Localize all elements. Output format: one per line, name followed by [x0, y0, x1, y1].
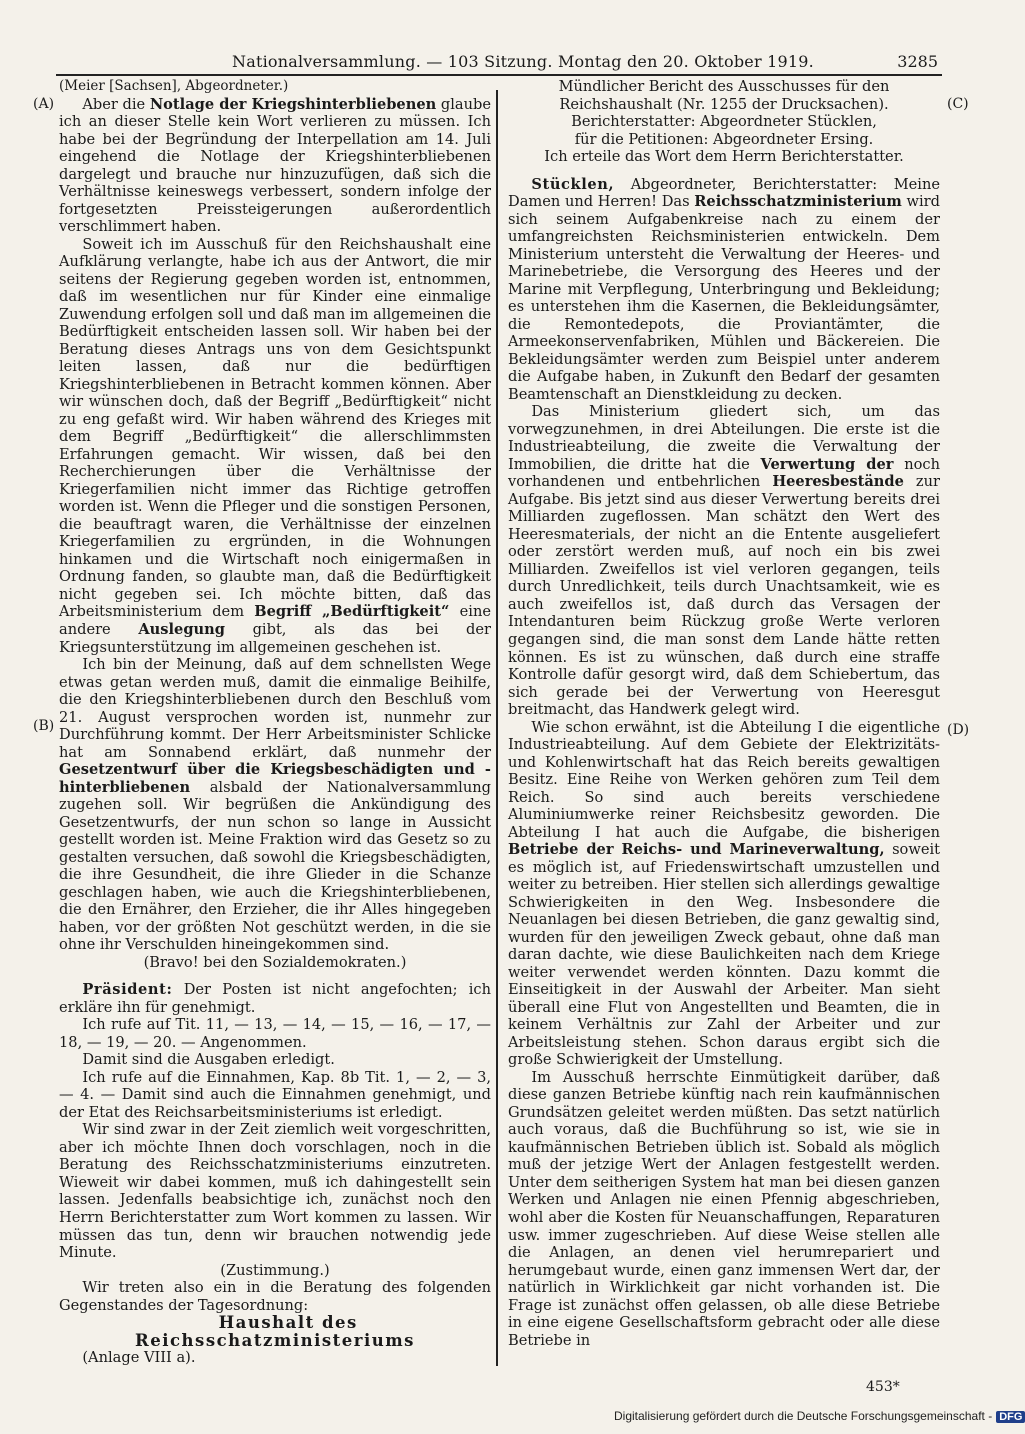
paragraph — [59, 656, 491, 954]
text: Wie schon erwähnt, ist die Abteilung I die eigentliche Industrieabteilung. Auf dem Gebiete der Elektrizitäts- und Kohlenwirtschaft hat das Reich bereits gewaltigen Besitz. Eine Reihe von Werken gehören zum Teil dem Reich. So sind auch bereits verschiedene Aluminiumwerke reiner Reichsbesitz geworden. Die Abteilung I hat auch die Aufgabe, die bisherigen — [508, 718, 940, 841]
bold-term: Heeresbestände — [772, 473, 904, 491]
president-remark: Ich erteile das Wort dem Herrn Berichterstatter. — [544, 148, 904, 166]
bold-term: Gesetzentwurf über die Kriegsbeschädigten und -hinterbliebenen — [59, 761, 491, 796]
paragraph: (Anlage VIII a). — [82, 1349, 196, 1367]
footer-text: Digitalisierung gefördert durch die Deutsche Forschungsgemeinschaft - — [614, 1409, 993, 1423]
text: noch vorhandenen und entbehrlichen — [508, 455, 940, 491]
header-rule — [56, 74, 942, 76]
paragraph — [508, 176, 940, 404]
text: soweit es möglich ist, auf Friedenswirtschaft umzustellen und weiter zu betreiben. Hier stellen sich allerdings gewaltige Schwierigkeiten in den Weg. Insbesondere die Neuanlagen bei diesen Betrieben, die ganz gewaltig sind, wurden für den jeweiligen Zweck gebaut, ohne daß man daran dachte, wie diese Baulichkeiten nach dem Kriege weiter verwendet werden könnten. Dazu kommt die Einseitigkeit in der Auswahl der Arbeiter. Man sieht überall eine Flut von Angestellten und Beamten, die in keinem Verhältnis zur Zahl der Arbeiter und zur Arbeitsleistung stehen. Schon daraus ergibt sich die große Schwierigkeit der Umstellung. — [508, 841, 940, 1069]
paragraph: Damit sind die Ausgaben erledigt. — [82, 1051, 335, 1069]
paragraph — [508, 719, 940, 1069]
paragraph — [59, 236, 491, 656]
paragraph: Ich rufe auf die Einnahmen, Kap. 8b Tit. 1, — 2, — 3, — 4. — Damit sind auch die Einnahmen genehmigt, und der Etat des Reichsarbeitsministeriums ist erledigt. — [59, 1068, 491, 1121]
bold-term: Reichsschatzministerium — [694, 193, 902, 211]
text: zur Aufgabe. Bis jetzt sind aus dieser Verwertung bereits drei Milliarden zugeflossen. Man schätzt den Wert des Heeresmaterials, der nicht an die Entente ausgeliefert oder zerstört werden muß, auf noch ein bis zwei Milliarden. Zweifellos ist viel verloren gegangen, teils durch Unredlichkeit, teils durch Unachtsamkeit, wie es auch zweifellos ist, daß durch das Versagen der Intendanturen beim Rückzug große Werte verloren gegangen sind, die man sonst dem Lande hätte retten können. Es ist zu wünschen, daß durch eine straffe Kontrolle dafür gesorgt wird, daß dem Schiebertum, das sich gerade bei der Verwertung von Heeresgut breitmacht, das Handwerk gelegt wird. — [508, 473, 940, 719]
bold-term: Betriebe der Reichs- und Marineverwaltung, — [508, 841, 885, 859]
page-header — [232, 52, 938, 74]
rapporteur: Berichterstatter: Abgeordneter Stücklen, — [571, 113, 877, 131]
text: eine andere — [59, 603, 491, 638]
interjection: (Zustimmung.) — [220, 1261, 330, 1279]
text: gibt, als das bei der Kriegsunterstützung im allgemeinen geschehen ist. — [59, 620, 491, 656]
paragraph: Wir sind zwar in der Zeit ziemlich weit vorgeschritten, aber ich möchte Ihnen doch vorschlagen, noch in die Beratung des Reichsschatzministeriums einzutreten. Wieweit wir dabei kommen, muß ich dahingestellt sein lassen. Jedenfalls beabsichtige ich, zunächst noch den Herrn Berichterstatter zum Wort kommen zu lassen. Wir müssen das tun, denn wir brauchen notwendig jede Minute. — [59, 1121, 491, 1262]
text: Aber die — [82, 95, 150, 113]
speaker-name: Stücklen, — [531, 175, 615, 193]
paragraph: Im Ausschuß herrschte Einmütigkeit darüber, daß diese ganzen Betriebe künftig nach rein kaufmännischen Grundsätzen geleitet werden müßten. Das setzt natürlich auch voraus, daß die Buchführung so ist, wie sie in kaufmännischen Betrieben üblich ist. Sobald als möglich muß der jetzige Wert der Anlagen festgestellt werden. Unter dem seitherigen System hat man bei diesen ganzen Werken und Anlagen nie einen Pfennig abgeschrieben, wohl aber die Kosten für Neuanschaffungen, Reparaturen usw. immer zugeschrieben. Auf diese Weise stellen alle die Anlagen, an denen viel herumrepariert und herumgebaut wurde, einen ganz immensen Wert dar, der natürlich in Wirklichkeit gar nicht vorhanden ist. Die Frage ist zunächst offen gelassen, ob alle diese Betriebe in eine eigene Gesellschaftsform gebracht oder alle diese Betriebe in — [508, 1068, 940, 1349]
agenda-title: Haushalt des Reichsschatzministeriums — [135, 1313, 415, 1350]
bold-term: Notlage der Kriegshinterbliebenen — [149, 95, 437, 113]
right-column — [508, 78, 940, 1349]
page-number: 3285 — [897, 52, 938, 71]
speaker-continuation: (Meier [Sachsen], Abgeordneter.) — [59, 78, 289, 94]
text: Der Posten ist nicht angefochten; ich erkläre ihn für genehmigt. — [59, 981, 491, 1016]
bold-term: Verwertung der — [760, 455, 894, 473]
bold-term: Begriff „Bedürftigkeit“ — [254, 603, 450, 621]
text: Das Ministerium gliedert sich, um das vorwegzunehmen, in drei Abteilungen. Die erste ist die Industrieabteilung, die zweite die Verwaltung der Immobilien, die dritte hat die — [508, 403, 940, 473]
text: alsbald der Nationalversammlung zugehen soll. Wir begrüßen die Ankündigung des Gesetzentwurfs, der nun schon so lange in Aussicht gestellt worden ist. Meine Fraktion wird das Gesetz so zu gestalten versuchen, daß sowohl die Kriegsbeschädigten, die ihre Gesundheit, die ihre Glieder in die Schanze geschlagen haben, wie auch die Kriegshinterbliebenen, die den Ernährer, den Erzieher, die ihr Alles hingegeben haben, vor der größten Not geschützt werden, in die sie ohne ihr Verschulden hineingekommen sind. — [59, 778, 491, 954]
column-divider — [496, 90, 498, 1366]
dfg-logo: DFG — [996, 1411, 1025, 1423]
text: Abgeordneter, Berichterstatter: Meine Damen und Herren! Das — [508, 175, 940, 211]
text: wird sich seinem Aufgabenkreise nach zu einem der umfangreichsten Reichsministerien entwickeln. Dem Ministerium untersteht die Verwaltung der Heeres- und Marinebetriebe, die Versorgung des Heeres und der Marine mit Verpflegung, Unterbringung und Bekleidung; es unterstehen ihm die Kasernen, die Bekleidungsämter, die Remontedepots, die Proviantämter, die Armeekonservenfabriken, Mühlen und Bäckereien. Die Bekleidungsämter werden zum Beispiel unter anderem die Aufgabe haben, in Zukunft den Bedarf der gesamten Beamtenschaft an Dienstkleidung zu decken. — [508, 193, 940, 403]
report-title: Mündlicher Bericht des Ausschusses für den Reichshaushalt (Nr. 1255 der Drucksachen). — [558, 78, 890, 113]
rapporteur-petitions: für die Petitionen: Abgeordneter Ersing. — [574, 130, 874, 148]
paragraph — [59, 981, 491, 1016]
margin-marker-c: (C) — [947, 96, 969, 112]
margin-marker-d: (D) — [947, 722, 970, 738]
margin-marker-a: (A) — [33, 96, 55, 112]
speaker-name: Präsident: — [82, 981, 173, 999]
paragraph: Ich rufe auf Tit. 11, — 13, — 14, — 15, — 16, — 17, — 18, — 19, — 20. — Angenommen. — [59, 1016, 491, 1051]
left-column — [59, 78, 491, 1367]
running-title: Nationalversammlung. — 103 Sitzung. Montag den 20. Oktober 1919. — [232, 52, 814, 71]
paragraph: Wir treten also ein in die Beratung des folgenden Gegenstandes der Tagesordnung: — [59, 1279, 491, 1314]
text: Soweit ich im Ausschuß für den Reichshaushalt eine Aufklärung verlangte, habe ich aus der Antwort, die mir seitens der Regierung gegeben worden ist, entnommen, daß im wesentlichen nur für Kinder eine einmalige Zuwendung erfolgen soll und daß man im allgemeinen die Bedürftigkeit entscheiden lassen soll. Wir haben bei der Beratung dieses Antrags uns von dem Gesichtspunkt leiten lassen, daß nur die bedürftigen Kriegshinterbliebenen in Betracht kommen können. Aber wir wünschen doch, daß der Begriff „Bedürftigkeit“ nicht zu eng gefaßt wird. Wir haben während des Krieges mit dem Begriff „Bedürftigkeit“ die allerschlimmsten Erfahrungen gemacht. Wir wissen, daß bei den Recherchierungen über die Verhältnisse der Kriegerfamilien nicht immer das Richtige getroffen worden ist. Wenn die Pfleger und die sonstigen Personen, die beauftragt waren, die Verhältnisse der einzelnen Kriegerfamilien zu ergründen, in die Wohnungen hinkamen und die Wirtschaft noch einigermaßen in Ordnung fanden, so glaubte man, daß die Bedürftigkeit nicht gegeben sei. Ich möchte bitten, daß das Arbeitsministerium dem — [59, 235, 491, 621]
signature-mark: 453* — [866, 1379, 900, 1395]
margin-marker-b: (B) — [33, 718, 55, 734]
bold-term: Auslegung — [138, 620, 225, 638]
paragraph — [59, 96, 491, 236]
paragraph — [508, 403, 940, 718]
text: Ich bin der Meinung, daß auf dem schnellsten Wege etwas getan werden muß, damit die einmalige Beihilfe, die den Kriegshinterbliebenen durch den Beschluß vom 21. August versprochen worden ist, nunmehr zur Durchführung kommt. Der Herr Arbeitsminister Schlicke hat am Sonnabend erklärt, daß nunmehr der — [59, 656, 491, 761]
text: glaube ich an dieser Stelle kein Wort verlieren zu müssen. Ich habe bei der Begründung der Interpellation am 14. Juli eingehend die Notlage der Kriegshinterbliebenen dargelegt und brauche nur hinzuzufügen, daß sich die Verhältnisse keineswegs verbessert, sondern infolge der fortgesetzten Preissteigerungen außerordentlich verschlimmert haben. — [59, 95, 491, 236]
interjection: (Bravo! bei den Sozialdemokraten.) — [143, 953, 407, 971]
digitization-footer — [614, 1409, 1025, 1423]
